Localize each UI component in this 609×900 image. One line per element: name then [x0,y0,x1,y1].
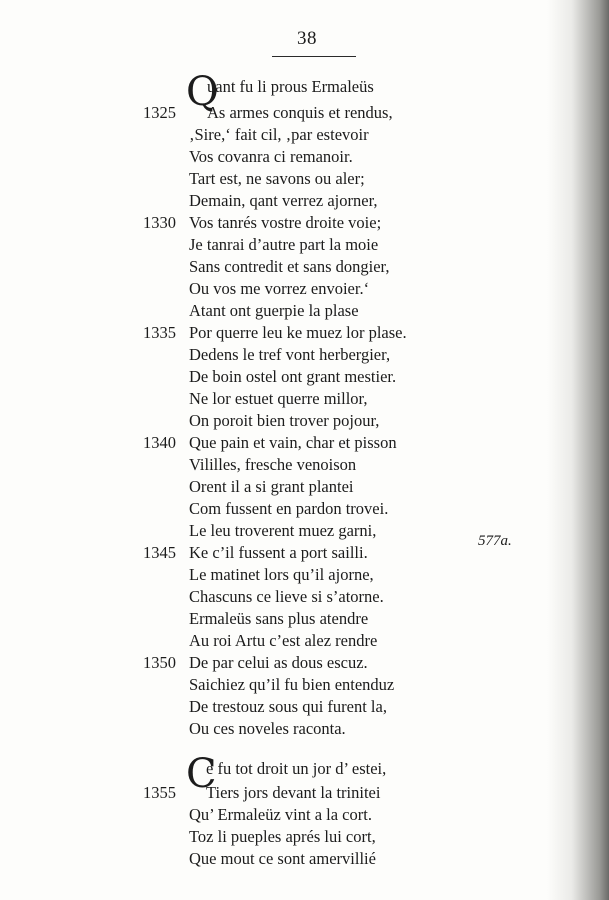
verse-line: Je tanrai d’autre part la moie [189,235,379,254]
verse-line: Que mout ce sont amervillié [189,849,376,868]
verse-line: Vos tanrés vostre droite voie; [189,213,382,232]
verse-line: Atant ont guerpie la plase [189,301,359,320]
marginal-note: 577a. [478,533,512,549]
verse-line: Ou vos me vorrez envoier.‘ [189,279,370,298]
verse-line: Sans contredit et sans dongier, [189,257,390,276]
verse-line: Ou ces noveles raconta. [189,719,346,738]
verse-line: Orent il a si grant plantei [189,477,354,496]
verse-line: uant fu li prous Ermaleüs [207,77,374,96]
verse-line: Ke c’il fussent a port sailli. [189,543,368,562]
verse-line: Ne lor estuet querre millor, [189,389,368,408]
verse-line: Toz li pueples aprés lui cort, [189,827,376,846]
line-number: 1340 [143,433,176,452]
verse-line: Tart est, ne savons ou aler; [189,169,365,188]
line-number: 1345 [143,543,176,562]
verse-line: Chascuns ce lieve si s’atorne. [189,587,384,606]
header-rule [272,56,356,57]
line-number: 1355 [143,783,176,802]
verse-line: Saichiez qu’il fu bien entenduz [189,675,395,694]
page-edge-shadow [547,0,609,900]
verse-line: Dedens le tref vont herbergier, [189,345,391,364]
verse-line: e fu tot droit un jor d’ estei, [206,759,387,778]
verse-line: Le leu troverent muez garni, [189,521,377,540]
verse-line: Ermaleüs sans plus atendre [189,609,369,628]
verse-line: On poroit bien trover pojour, [189,411,380,430]
line-number: 1330 [143,213,176,232]
verse-line: Tiers jors devant la trinitei [206,783,381,802]
verse-line: Por querre leu ke muez lor plase. [189,323,407,342]
verse-line: Que pain et vain, char et pisson [189,433,397,452]
drop-initial-q: Q [186,69,219,115]
verse-line: As armes conquis et rendus, [207,103,393,122]
line-number: 1325 [143,103,176,122]
verse-line: Vos covanra ci remanoir. [189,147,353,166]
verse-line: Demain, qant verrez ajorner, [189,191,378,210]
page-number: 38 [297,28,317,49]
verse-line: Au roi Artu c’est alez rendre [189,631,378,650]
line-number: 1335 [143,323,176,342]
drop-initial-c: C [186,751,217,797]
verse-line: Com fussent en pardon trovei. [189,499,389,518]
line-number: 1350 [143,653,176,672]
verse-line: De trestouz sous qui furent la, [189,697,387,716]
verse-line: ‚Sire,‘ fait cil, ‚par estevoir [189,125,369,144]
verse-line: De par celui as dous escuz. [189,653,368,672]
verse-line: Qu’ Ermaleüz vint a la cort. [189,805,372,824]
verse-line: De boin ostel ont grant mestier. [189,367,397,386]
verse-line: Vililles, fresche venoison [189,455,357,474]
verse-line: Le matinet lors qu’il ajorne, [189,565,374,584]
